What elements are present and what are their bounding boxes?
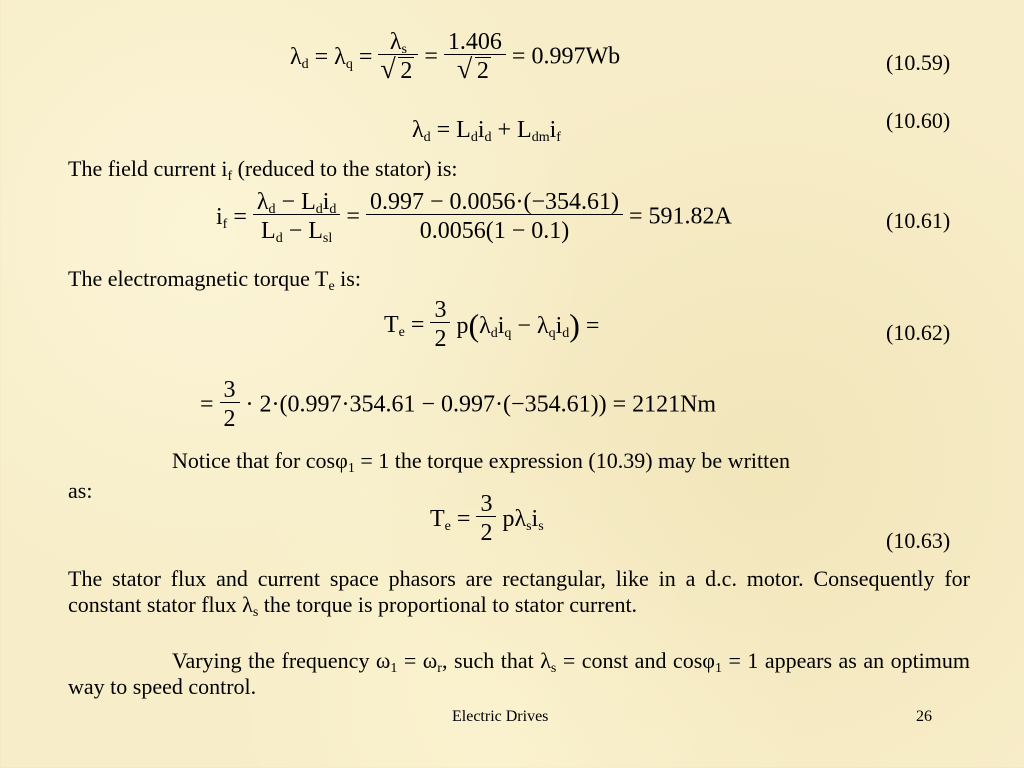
eq61-numerator: 0.997 − 0.0056·(−354.61) (369, 189, 619, 215)
stator-flux-paragraph: The stator flux and current space phasors are rectangular, like in a d.c. motor. Consequently for constant stator flux $\lambda_s$ the torque is proportional to stator current. (68, 566, 970, 620)
equation-10-63: $T_e$ = $\frac{3}{2}$ $p\lambda_si_s$ (430, 491, 544, 546)
varying-frequency-paragraph: Varying the frequency $\omega_1 = \omega_r$, such that $\lambda_s$ = const and cosφ$_1$ = 1 appears as an optimum way to speed control. (68, 648, 971, 699)
equation-10-59: $\lambda_d = \lambda_q$ = $\lambda_s$ √ 2 = 1.406 √ 2 = 0.997Wb (290, 30, 620, 83)
equation-number-10-62: (10.62) (886, 320, 951, 345)
eq62b-expression: 2·(0.997·354.61 − 0.997·(−354.61)) = 2121Nm (259, 391, 717, 418)
eq59-result: = 0.997Wb (511, 43, 621, 70)
notice-text: Notice that for cosφ$_1$ = 1 the torque expression (10.39) may be written as: (68, 448, 790, 503)
equation-number-10-59: (10.59) (886, 50, 951, 75)
field-current-text: The field current $i_f$ (reduced to the stator) is: (68, 156, 458, 184)
equation-10-62-continued: = $\frac{3}{2}$ · 2·(0.997·354.61 − 0.997·(−354.61)) = 2121Nm (200, 377, 717, 432)
equation-10-61: $i_f$ = $\frac{\lambda_d - L_di_d}{L_d - L_{sl}}$ = $\frac{0.997 - 0.0056\cdot(-354.61)}{0.0056(1 - 0.1)}$ = 591.82A (216, 189, 732, 246)
equation-number-10-61: (10.61) (886, 208, 951, 233)
eq61-denominator: 0.0056(1 − 0.1) (366, 214, 623, 243)
page-number: 26 (916, 708, 932, 725)
equation-10-60: $\lambda_d = L_di_d + L_{dm}i_f$ (412, 117, 561, 145)
torque-intro-text: The electromagnetic torque $T_e$ is: (68, 266, 361, 294)
equation-number-10-60: (10.60) (886, 108, 951, 133)
eq61-result: = 591.82A (629, 203, 732, 230)
footer-title: Electric Drives (452, 708, 549, 725)
eq59-numerator: 1.406 (447, 29, 502, 55)
equation-number-10-63: (10.63) (886, 528, 951, 553)
equation-10-62: $T_e$ = $\frac{3}{2}$ $p(\lambda_di_q - \lambda_qi_d)$ = (384, 297, 600, 352)
